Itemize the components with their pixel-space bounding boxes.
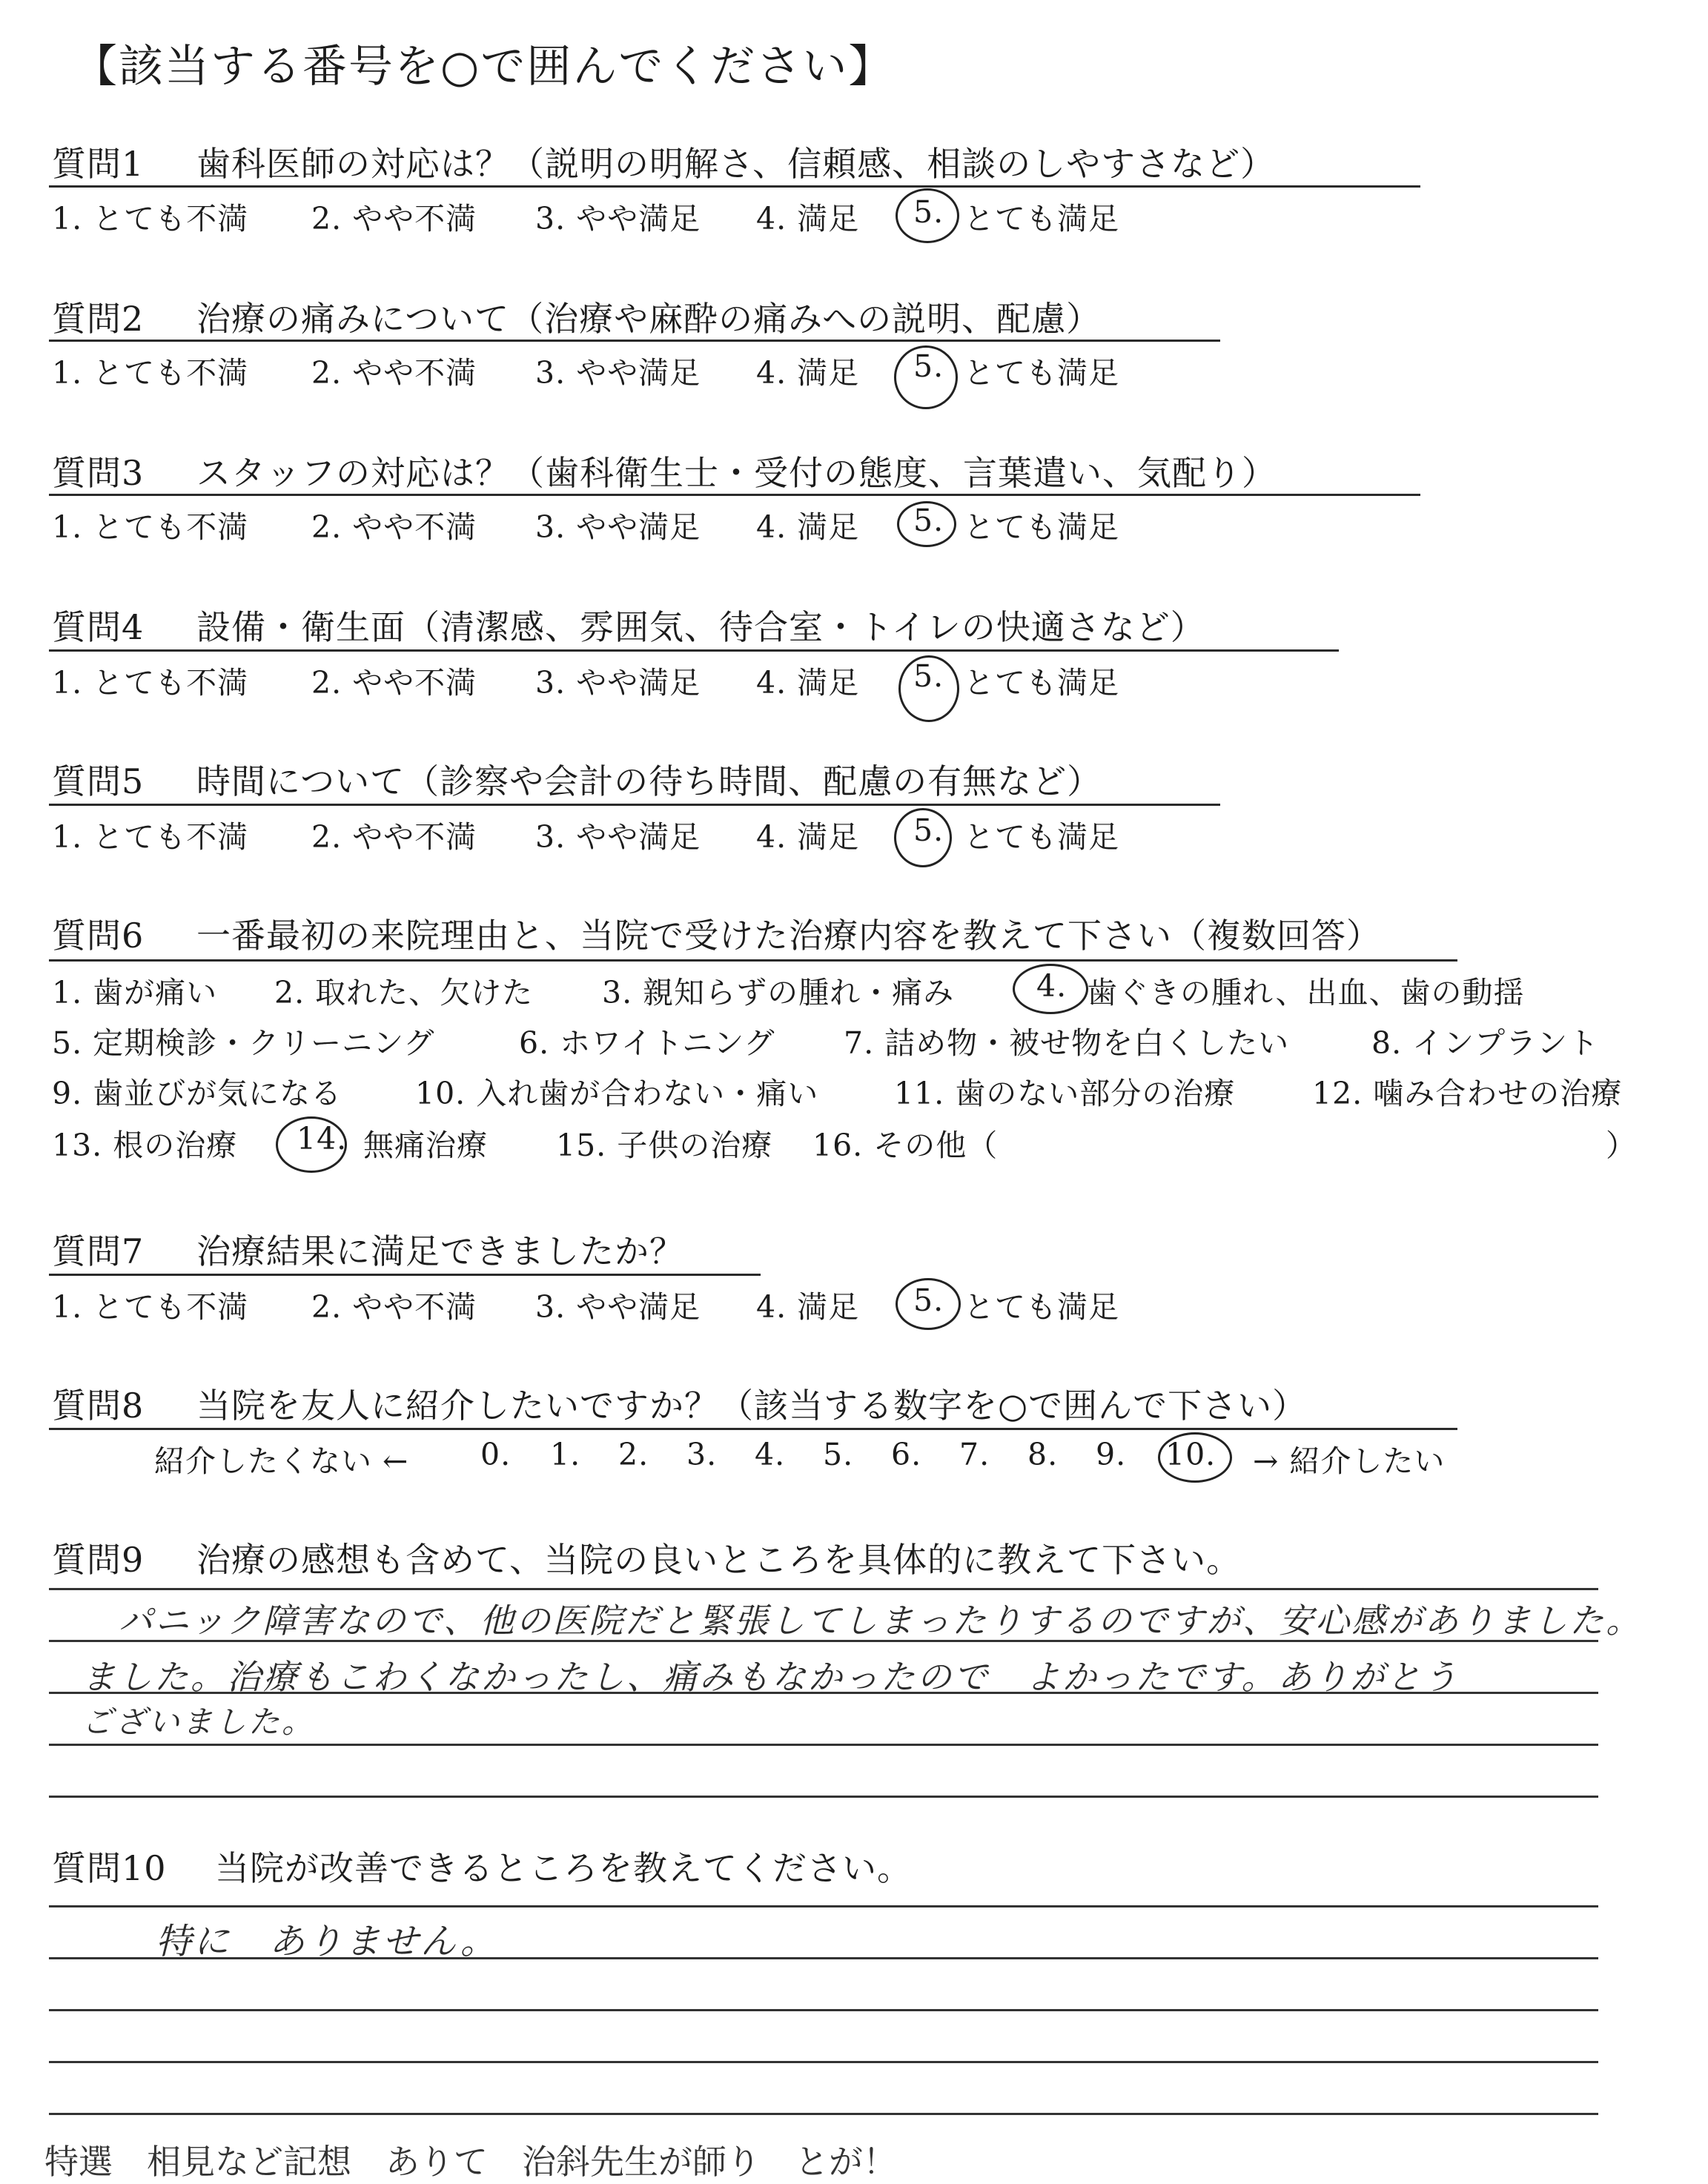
question-label: 質問1 (52, 144, 145, 184)
underline (49, 649, 1339, 652)
handwritten-answer-line: 特に ありません。 (156, 1921, 498, 1962)
underline (49, 1274, 761, 1276)
underline (49, 340, 1220, 342)
question-2: 質問2 治療の痛みについて（治療や麻酔の痛みへの説明、配慮） (52, 299, 1102, 339)
selection-circle (894, 808, 952, 867)
underline (49, 959, 1457, 962)
selection-circle (276, 1116, 347, 1173)
writing-line (49, 2113, 1598, 2115)
question-5: 質問5 時間について（診察や会計の待ち時間、配慮の有無など） (52, 761, 1102, 801)
question-7: 質問7 治療結果に満足できましたか？ (52, 1231, 684, 1271)
writing-line (49, 1588, 1598, 1590)
question-3: 質問3 スタッフの対応は？（歯科衛生士・受付の態度、言葉遣い、気配り） (52, 453, 1277, 493)
underline (49, 1428, 1457, 1430)
writing-line (49, 1744, 1598, 1746)
question-text: 歯科医師の対応は？（説明の明解さ、信頼感、相談のしやすさなど） (196, 144, 1276, 184)
selection-circle (898, 655, 959, 722)
question-6: 質問6 一番最初の来院理由と、当院で受けた治療内容を教えて下さい（複数回答） (52, 916, 1381, 956)
cut-off-text: 特選 相見など記想 ありて 治斜先生が師り とが！ (44, 2142, 897, 2182)
underline (49, 804, 1220, 806)
selection-circle (896, 188, 959, 243)
selection-circle (896, 1278, 961, 1330)
q8-scale: 紹介したくない ← 0. 1. 2. 3. 4. 5. 6. 7. 8. 9. 10. → 紹介したい (154, 1437, 1446, 1479)
selection-circle (1013, 964, 1088, 1014)
selection-circle (1158, 1432, 1232, 1483)
question-10: 質問10 当院が改善できるところを教えてください。 (52, 1848, 912, 1888)
handwritten-answer-line: パニック障害なので、他の医院だと緊張してしまったりするのですが、安心感がありました。 (119, 1601, 1643, 1641)
writing-line (49, 2061, 1598, 2063)
question-1 (52, 137, 1275, 186)
question-8: 質問8 当院を友人に紹介したいですか？（該当する数字を○で囲んで下さい） (52, 1386, 1308, 1426)
writing-line (49, 1796, 1598, 1798)
question-9: 質問9 治療の感想も含めて、当院の良いところを具体的に教えて下さい。 (52, 1540, 1242, 1580)
underline (49, 185, 1420, 188)
selection-circle (894, 345, 958, 409)
underline (49, 494, 1420, 496)
handwritten-answer-line: ございました。 (82, 1704, 316, 1740)
handwritten-answer-line: ました。治療もこわくなかったし、痛みもなかったので よかったです。ありがとう (82, 1657, 1460, 1697)
page-title: 【該当する番号を○で囲んでください】 (73, 41, 895, 93)
question-4: 質問4 設備・衛生面（清潔感、雰囲気、待合室・トイレの快適さなど） (52, 607, 1205, 647)
writing-line (49, 1905, 1598, 1907)
writing-line (49, 2009, 1598, 2011)
selection-circle (897, 501, 956, 547)
